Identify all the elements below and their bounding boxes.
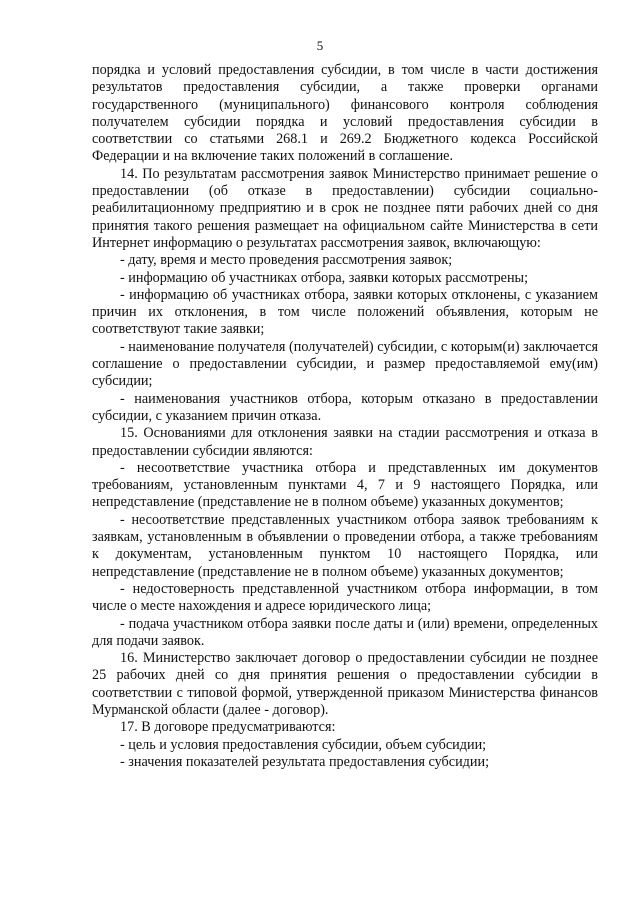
document-body — [92, 62, 598, 771]
list-item-goal-conditions: - цель и условия предоставления субсидии, объем субсидии; — [120, 736, 487, 753]
list-item-result-indicators: - значения показателей результата предоставления субсидии; — [120, 753, 490, 770]
paragraph-14: 14. По результатам рассмотрения заявок Министерство принимает решение о предоставлении (об отказе в предоставлении) субсидии социально-реабилитационному предприятию и в срок не позднее пяти рабочих дней со дня принятия такого решения размещает на официальном сайте Министерства в сети Интернет информацию о результатах рассмотрения заявок, включающую: — [92, 165, 598, 251]
paragraph-15: 15. Основаниями для отклонения заявки на стадии рассмотрения и отказа в предоставлении субсидии являются: — [92, 425, 598, 459]
list-item-late-submission: - подача участником отбора заявки после даты и (или) времени, определенных для подачи заявок. — [92, 615, 598, 649]
list-item-application-mismatch: - несоответствие представленных участником отбора заявок требованиям к заявкам, установленным в объявлении о проведении отбора, а также требованиям к документам, установленным пунктом 10 настоящего Порядка, или непредставление (представление не в полном объеме) указанных документов; — [92, 511, 598, 580]
list-item-inaccurate-info: - недостоверность представленной участником отбора информации, в том числе о месте нахождения и адресе юридического лица; — [92, 580, 598, 615]
list-item-rejected-participants: - информацию об участниках отбора, заявки которых отклонены, с указанием причин их отклонения, в том числе положений объявления, которым не соответствуют такие заявки; — [92, 286, 598, 338]
list-item-refused-participants: - наименования участников отбора, которым отказано в предоставлении субсидии, с указанием причин отказа. — [92, 390, 598, 424]
list-item-recipients: - наименование получателя (получателей) субсидии, с которым(и) заключается соглашение о предоставлении субсидии, и размер предоставляемой ему(им) субсидии; — [92, 338, 598, 390]
paragraph-16: 16. Министерство заключает договор о предоставлении субсидии не позднее 25 рабочих дней со дня принятия решения о предоставлении субсидии в соответствии с типовой формой, утвержденной приказом Министерства финансов Мурманской области (далее - договор). — [92, 650, 598, 718]
paragraph-17: 17. В договоре предусматриваются: — [120, 719, 336, 736]
paragraph-control-provisions: порядка и условий предоставления субсидии, в том числе в части достижения результатов предоставления субсидии, а также проверки органами государственного (муниципального) финансового контроля соблюдения получателем субсидии порядка и условий предоставления субсидии в соответствии со статьями 268.1 и 269.2 Бюджетного кодекса Российской Федерации и на включение таких положений в соглашение. — [92, 62, 598, 165]
page-number: 5 — [316, 38, 324, 53]
list-item-review-date: - дату, время и место проведения рассмотрения заявок; — [120, 252, 453, 269]
list-item-participant-mismatch: - несоответствие участника отбора и представленных им документов требованиям, установленным пунктами 4, 7 и 9 настоящего Порядка, или непредставление (представление не в полном объеме) указанных документов; — [92, 459, 598, 511]
list-item-reviewed-participants: - информацию об участниках отбора, заявки которых рассмотрены; — [120, 269, 529, 286]
